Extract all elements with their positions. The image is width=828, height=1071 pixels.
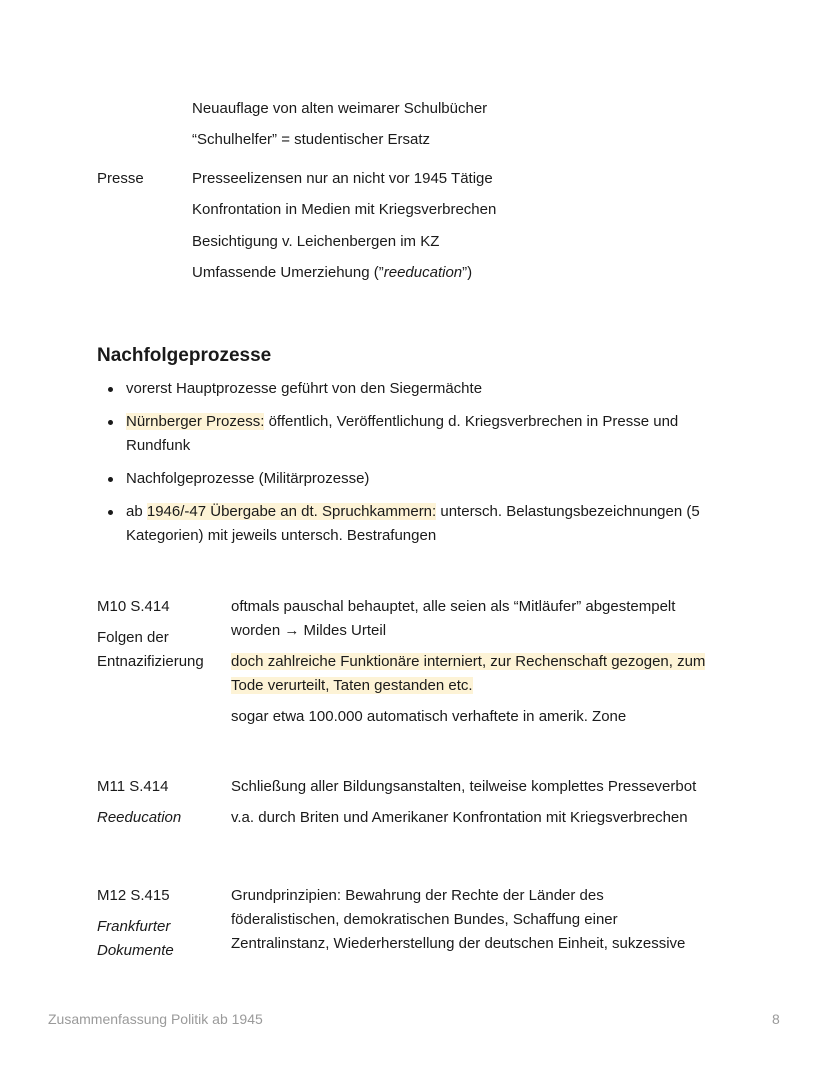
text-line: worden → Mildes Urteil [231, 622, 387, 639]
text-line: v.a. durch Briten und Amerikaner Konfrontation mit Kriegsverbrechen [231, 809, 688, 826]
bullet-prefix: ab [126, 503, 147, 520]
bullet-text: öffentlich, Veröffentlichung d. Kriegsverbrechen in Presse und Rundfunk [126, 413, 679, 454]
bullet-text: untersch. Belastungsbezeichnungen (5 Kategorien) mit jeweils untersch. Bestrafungen [126, 503, 700, 544]
highlight: 1946/-47 Übergabe an dt. Spruchkammern: [146, 503, 437, 520]
text-line: oftmals pauschal behauptet, alle seien als “Mitläufer” abgestempelt [231, 598, 676, 615]
text-line: Konfrontation in Medien mit Kriegsverbrechen [192, 201, 497, 218]
highlight: Tode verurteilt, Taten gestanden etc. [231, 677, 473, 694]
list-item [126, 467, 746, 491]
material-title: Dokumente [97, 942, 174, 959]
material-ref: M10 S.414 [97, 598, 170, 615]
text-line [231, 674, 473, 698]
text-line: Schließung aller Bildungsanstalten, teilweise komplettes Presseverbot [231, 778, 697, 795]
text-line: Zentralinstanz, Wiederherstellung der deutschen Einheit, sukzessive [231, 935, 686, 952]
text-line: sogar etwa 100.000 automatisch verhaftete in amerik. Zone [231, 708, 627, 725]
material-title: Frankfurter [97, 918, 171, 935]
footer-title: Zusammenfassung Politik ab 1945 [48, 1011, 263, 1027]
text-line: Besichtigung v. Leichenbergen im KZ [192, 233, 440, 250]
highlight: doch zahlreiche Funktionäre interniert, zur Rechenschaft gezogen, zum [231, 653, 706, 670]
text-line: föderalistischen, demokratischen Bundes, Schaffung einer [231, 911, 618, 928]
text-line: Presseelizensen nur an nicht vor 1945 Tätige [192, 170, 493, 187]
material-title: Reeducation [97, 809, 182, 826]
list-item [126, 500, 746, 548]
material-ref: M12 S.415 [97, 887, 170, 904]
material-ref: M11 S.414 [97, 778, 169, 795]
bullet-text: Nachfolgeprozesse (Militärprozesse) [126, 470, 370, 487]
page-number: 8 [772, 1011, 780, 1027]
text-span: Umfassende Umerziehung (” [192, 264, 384, 281]
row-label-presse: Presse [97, 170, 144, 187]
text-line [231, 650, 705, 674]
text-line [192, 261, 472, 285]
bullet-list [126, 377, 746, 557]
list-item [126, 410, 746, 458]
text-span: ”) [462, 264, 473, 281]
text-line: Neuauflage von alten weimarer Schulbücher [192, 100, 488, 117]
list-item [126, 377, 746, 401]
highlight: Nürnberger Prozess: [126, 413, 265, 430]
text-line: Grundprinzipien: Bewahrung der Rechte der Länder des [231, 887, 604, 904]
text-line: “Schulhelfer” = studentischer Ersatz [192, 131, 431, 148]
italic-term: reeducation [383, 264, 463, 281]
bullet-text: vorerst Hauptprozesse geführt von den Siegermächte [126, 380, 483, 397]
material-title: Folgen der [97, 629, 169, 646]
section-heading: Nachfolgeprozesse [97, 345, 272, 366]
material-title: Entnazifizierung [97, 653, 204, 670]
